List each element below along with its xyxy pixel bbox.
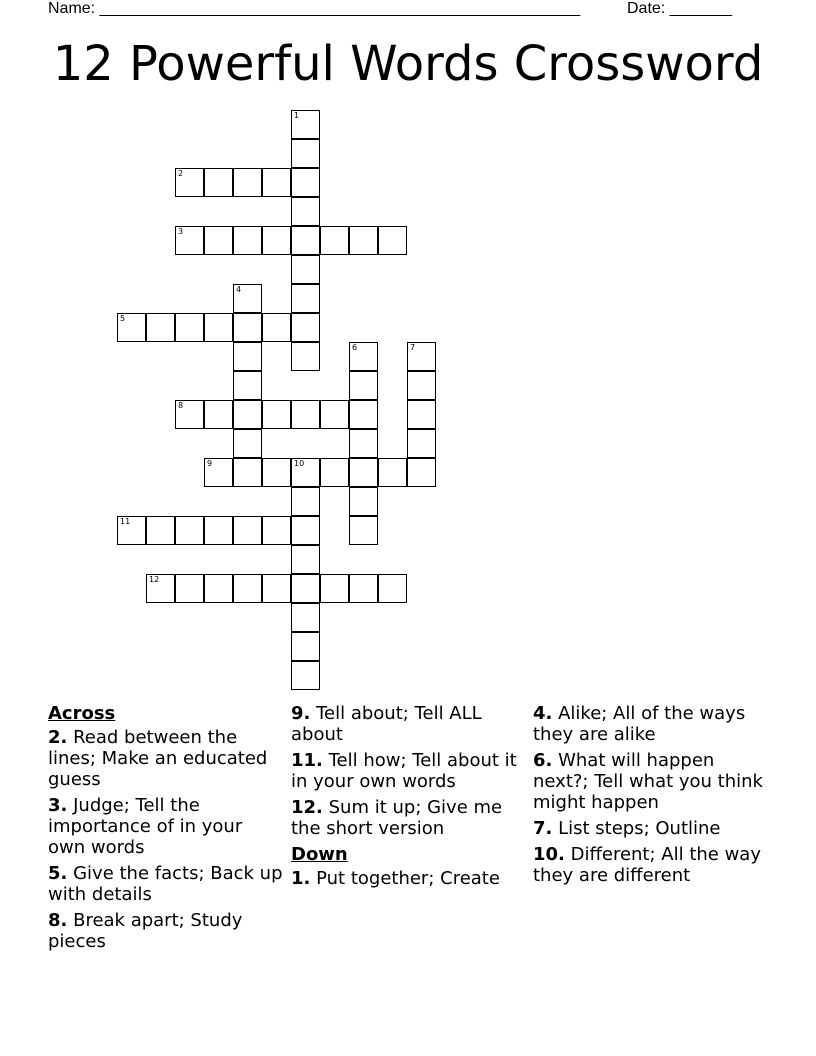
grid-cell[interactable] (349, 429, 378, 458)
grid-cell[interactable] (349, 574, 378, 603)
grid-cell[interactable] (291, 284, 320, 313)
grid-cell[interactable] (320, 458, 349, 487)
grid-cell[interactable] (349, 342, 378, 371)
grid-cell[interactable] (175, 226, 204, 255)
grid-cell[interactable] (233, 371, 262, 400)
clue-across-8: 8. Break apart; Study pieces (48, 910, 243, 952)
grid-cell[interactable] (262, 313, 291, 342)
grid-cell[interactable] (407, 400, 436, 429)
grid-cell[interactable] (175, 574, 204, 603)
grid-cell[interactable] (407, 458, 436, 487)
grid-cell[interactable] (349, 371, 378, 400)
clue-number: 12 (149, 575, 160, 584)
grid-cell[interactable] (320, 400, 349, 429)
clue-number: 11 (120, 517, 131, 526)
clue-down-10: 10. Different; All the way they are different (533, 844, 761, 886)
grid-cell[interactable] (262, 458, 291, 487)
clue-down-7: 7. List steps; Outline (533, 818, 721, 839)
grid-cell[interactable] (233, 313, 262, 342)
clue-number: 9 (207, 459, 213, 468)
grid-cell[interactable] (146, 313, 175, 342)
name-field[interactable]: Name: ______________________________________________________ (48, 0, 581, 17)
clue-number: 5 (120, 314, 126, 323)
clue-across-11: 11. Tell how; Tell about it in your own words (291, 750, 517, 792)
grid-cell[interactable] (175, 168, 204, 197)
clue-down-6: 6. What will happen next?; Tell what you think might happen (533, 750, 763, 813)
clue-number: 6 (352, 343, 358, 352)
grid-cell[interactable] (204, 516, 233, 545)
grid-cell[interactable] (262, 574, 291, 603)
grid-cell[interactable] (262, 516, 291, 545)
grid-cell[interactable] (349, 458, 378, 487)
grid-cell[interactable] (291, 168, 320, 197)
grid-cell[interactable] (291, 139, 320, 168)
clue-number: 10 (294, 459, 305, 468)
clue-column-3 (533, 703, 769, 891)
grid-cell[interactable] (233, 226, 262, 255)
clue-across-9: 9. Tell about; Tell ALL about (291, 703, 482, 745)
grid-cell[interactable] (378, 226, 407, 255)
grid-cell[interactable] (291, 110, 320, 139)
grid-cell[interactable] (291, 226, 320, 255)
grid-cell[interactable] (378, 574, 407, 603)
grid-cell[interactable] (204, 313, 233, 342)
clue-across-12: 12. Sum it up; Give me the short version (291, 797, 503, 839)
grid-cell[interactable] (349, 516, 378, 545)
grid-cell[interactable] (291, 545, 320, 574)
grid-cell[interactable] (175, 516, 204, 545)
grid-cell[interactable] (204, 400, 233, 429)
clue-across-3: 3. Judge; Tell the importance of in your own words (48, 795, 243, 858)
grid-cell[interactable] (233, 429, 262, 458)
grid-cell[interactable] (291, 661, 320, 690)
grid-cell[interactable] (291, 342, 320, 371)
clue-column-1 (48, 703, 284, 957)
grid-cell[interactable] (291, 313, 320, 342)
grid-cell[interactable] (320, 574, 349, 603)
grid-cell[interactable] (291, 400, 320, 429)
grid-cell[interactable] (291, 197, 320, 226)
clue-number: 7 (410, 343, 416, 352)
grid-cell[interactable] (233, 400, 262, 429)
grid-cell[interactable] (407, 429, 436, 458)
grid-cell[interactable] (233, 284, 262, 313)
clue-down-1: 1. Put together; Create (291, 868, 500, 889)
clue-number: 1 (294, 111, 300, 120)
grid-cell[interactable] (407, 342, 436, 371)
grid-cell[interactable] (233, 168, 262, 197)
grid-cell[interactable] (291, 574, 320, 603)
clue-number: 2 (178, 169, 184, 178)
grid-cell[interactable] (204, 226, 233, 255)
grid-cell[interactable] (233, 458, 262, 487)
grid-cell[interactable] (349, 226, 378, 255)
grid-cell[interactable] (262, 168, 291, 197)
page-title: 12 Powerful Words Crossword (52, 36, 764, 92)
grid-cell[interactable] (204, 458, 233, 487)
clue-across-5: 5. Give the facts; Back up with details (48, 863, 283, 905)
grid-cell[interactable] (291, 516, 320, 545)
grid-cell[interactable] (291, 632, 320, 661)
across-heading: Across (48, 703, 116, 724)
down-heading: Down (291, 844, 348, 865)
clue-number: 4 (236, 285, 242, 294)
grid-cell[interactable] (378, 458, 407, 487)
clue-column-2 (291, 703, 527, 894)
grid-cell[interactable] (146, 574, 175, 603)
grid-cell[interactable] (291, 255, 320, 284)
clue-number: 8 (178, 401, 184, 410)
grid-cell[interactable] (204, 168, 233, 197)
grid-cell[interactable] (262, 226, 291, 255)
grid-cell[interactable] (233, 516, 262, 545)
grid-cell[interactable] (117, 313, 146, 342)
grid-cell[interactable] (146, 516, 175, 545)
date-field[interactable]: Date: _______ (627, 0, 732, 17)
grid-cell[interactable] (175, 400, 204, 429)
grid-cell[interactable] (291, 487, 320, 516)
grid-cell[interactable] (349, 400, 378, 429)
grid-cell[interactable] (320, 226, 349, 255)
grid-cell[interactable] (175, 313, 204, 342)
grid-cell[interactable] (291, 603, 320, 632)
grid-cell[interactable] (407, 371, 436, 400)
clue-down-4: 4. Alike; All of the ways they are alike (533, 703, 746, 745)
clue-across-2: 2. Read between the lines; Make an educated guess (48, 727, 268, 790)
grid-cell[interactable] (233, 342, 262, 371)
clue-number: 3 (178, 227, 184, 236)
grid-cell[interactable] (233, 574, 262, 603)
grid-cell[interactable] (204, 574, 233, 603)
grid-cell[interactable] (117, 516, 146, 545)
grid-cell[interactable] (349, 487, 378, 516)
grid-cell[interactable] (262, 400, 291, 429)
grid-cell[interactable] (291, 458, 320, 487)
